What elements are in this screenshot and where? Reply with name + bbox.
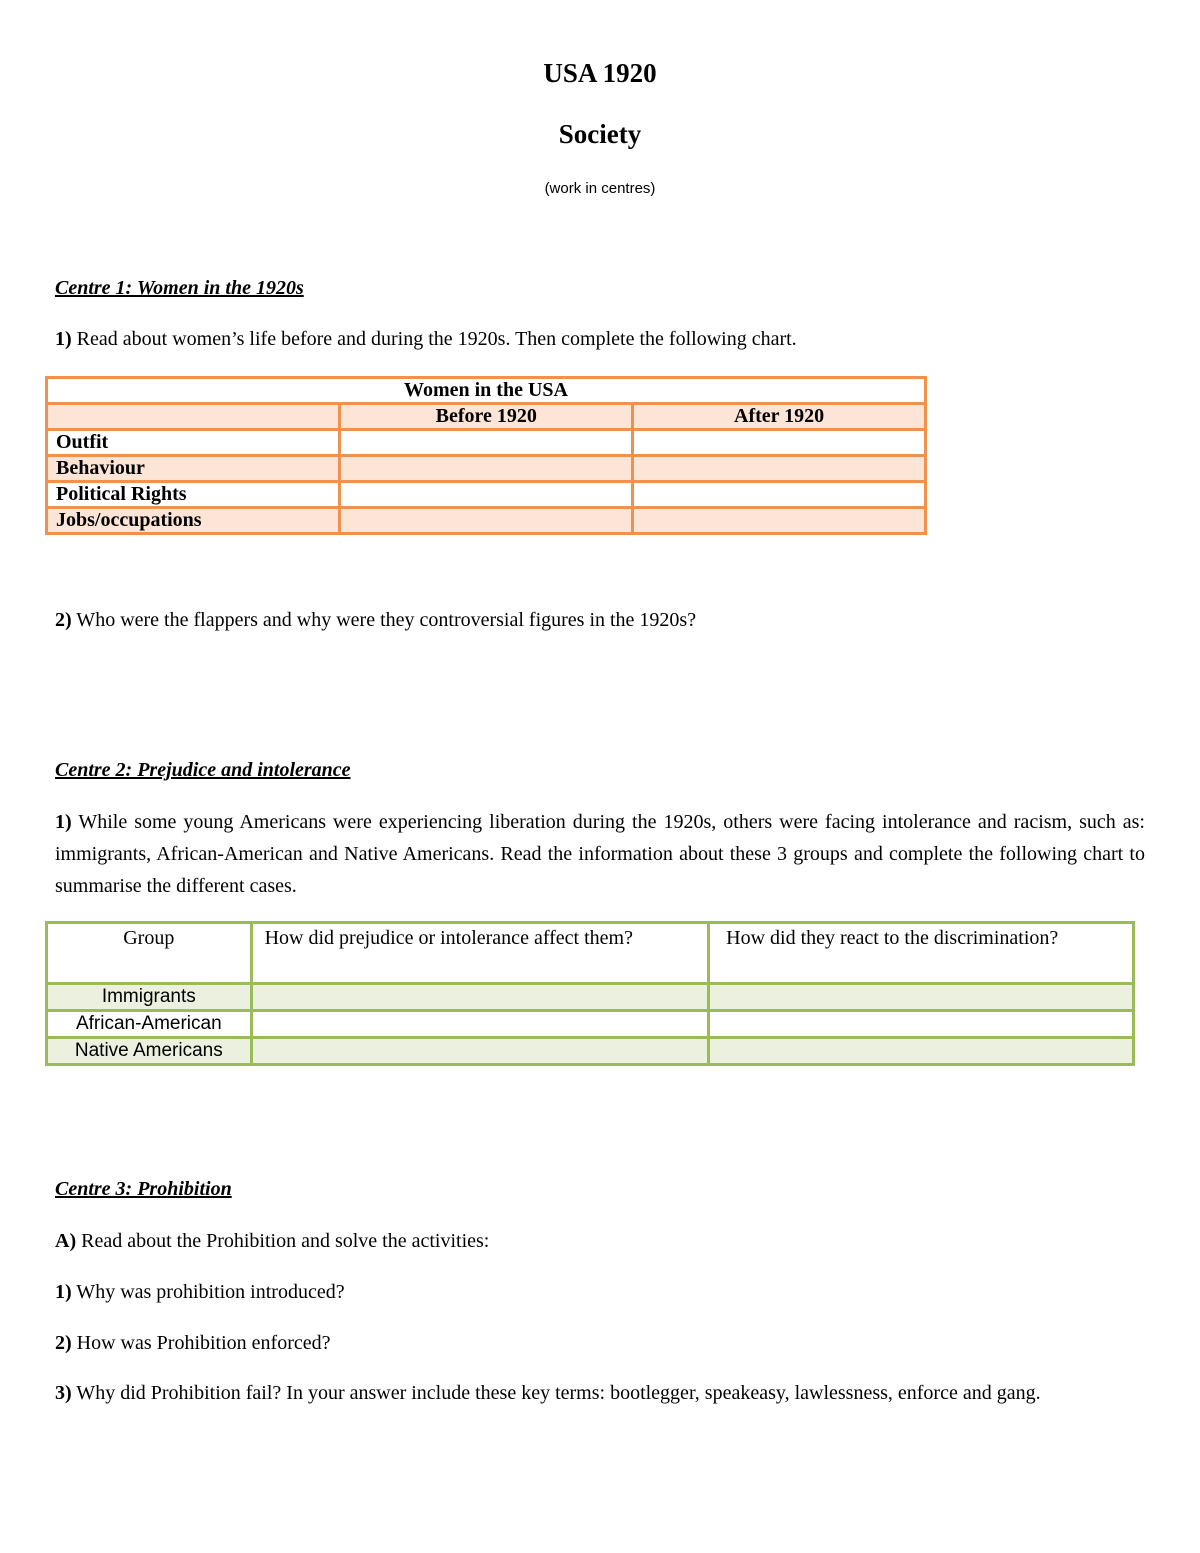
centre1-question-2	[55, 604, 1145, 636]
answer-cell[interactable]	[633, 430, 926, 456]
table-header-row	[47, 404, 926, 430]
table-row	[47, 456, 926, 482]
header-empty-cell	[47, 404, 340, 430]
table-row	[47, 1038, 1134, 1065]
header-affect: How did prejudice or intolerance affect them?	[251, 923, 709, 984]
question-number: 1)	[55, 811, 72, 833]
answer-cell[interactable]	[340, 508, 633, 534]
question-text: While some young Americans were experiencing liberation during the 1920s, others were facing intolerance and racism, such as: immigrants, African-American and Native Americans. Read the information about these 3 groups and complete the following chart to summarise the different cases.	[55, 811, 1145, 897]
answer-cell[interactable]	[340, 430, 633, 456]
row-label: Jobs/occupations	[47, 508, 340, 534]
row-label: Native Americans	[47, 1038, 252, 1065]
answer-cell[interactable]	[251, 984, 709, 1011]
women-chart	[45, 376, 927, 535]
answer-cell[interactable]	[633, 456, 926, 482]
prejudice-chart	[45, 921, 1135, 1066]
question-number: 1)	[55, 328, 72, 350]
row-label: African-American	[47, 1011, 252, 1038]
question-text: Why was prohibition introduced?	[71, 1281, 345, 1303]
answer-cell[interactable]	[633, 482, 926, 508]
row-label: Behaviour	[47, 456, 340, 482]
header-react: How did they react to the discrimination?	[709, 923, 1134, 984]
answer-cell[interactable]	[709, 1011, 1134, 1038]
question-number: A)	[55, 1230, 77, 1252]
question-number: 2)	[55, 609, 72, 631]
row-label: Outfit	[47, 430, 340, 456]
centre3-heading: Centre 3: Prohibition	[55, 1178, 232, 1200]
women-chart-title: Women in the USA	[47, 378, 926, 404]
question-number: 3)	[55, 1382, 72, 1404]
table-row	[47, 984, 1134, 1011]
question-text: Why did Prohibition fail? In your answer include these key terms: bootlegger, speakeasy, lawlessness, enforce and gang.	[71, 1382, 1041, 1404]
header-before-1920: Before 1920	[340, 404, 633, 430]
question-text: Who were the flappers and why were they controversial figures in the 1920s?	[71, 609, 697, 631]
question-number: 2)	[55, 1332, 72, 1354]
header-after-1920: After 1920	[633, 404, 926, 430]
answer-cell[interactable]	[709, 1038, 1134, 1065]
row-label: Political Rights	[47, 482, 340, 508]
centre2-heading: Centre 2: Prejudice and intolerance	[55, 759, 351, 781]
centre1-heading: Centre 1: Women in the 1920s	[55, 277, 304, 299]
table-row	[47, 508, 926, 534]
answer-cell[interactable]	[251, 1011, 709, 1038]
question-text: Read about the Prohibition and solve the activities:	[76, 1230, 490, 1252]
centre3-question-1	[55, 1276, 1145, 1308]
document-note: (work in centres)	[544, 180, 656, 197]
question-text: How was Prohibition enforced?	[71, 1332, 331, 1354]
answer-cell[interactable]	[251, 1038, 709, 1065]
centre2-question-1	[55, 806, 1145, 902]
table-header-row	[47, 923, 1134, 984]
question-number: 1)	[55, 1281, 72, 1303]
answer-cell[interactable]	[340, 456, 633, 482]
header-group: Group	[47, 923, 252, 984]
answer-cell[interactable]	[709, 984, 1134, 1011]
answer-cell[interactable]	[633, 508, 926, 534]
centre3-question-3	[55, 1377, 1145, 1409]
centre1-question-1	[55, 323, 1145, 355]
table-row	[47, 482, 926, 508]
centre3-activity-a	[55, 1225, 1145, 1257]
document-subtitle: Society	[558, 119, 642, 149]
question-text: Read about women’s life before and during the 1920s. Then complete the following chart.	[71, 328, 797, 350]
answer-cell[interactable]	[340, 482, 633, 508]
table-row	[47, 1011, 1134, 1038]
document-title: USA 1920	[543, 58, 657, 88]
centre3-question-2	[55, 1327, 1145, 1359]
table-title-row	[47, 378, 926, 404]
table-row	[47, 430, 926, 456]
row-label: Immigrants	[47, 984, 252, 1011]
